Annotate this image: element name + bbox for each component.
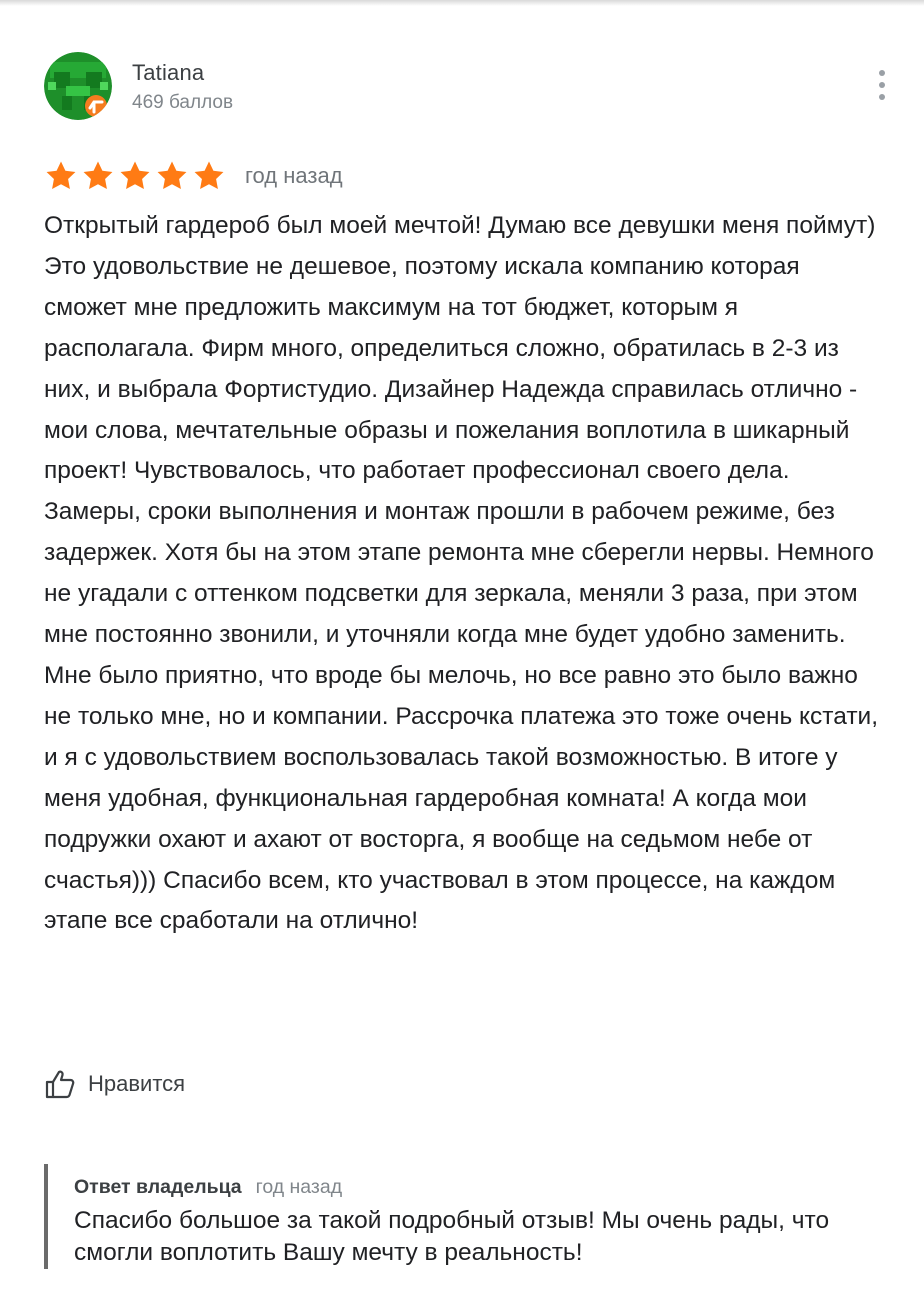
owner-reply-header — [74, 1176, 914, 1199]
star-icon — [81, 159, 115, 193]
author-points: 469 баллов — [132, 92, 234, 113]
star-icon — [155, 159, 189, 193]
more-options-button[interactable] — [870, 70, 894, 106]
star-rating — [44, 159, 229, 193]
author-name[interactable]: Tatiana — [132, 60, 205, 85]
like-label: Нравится — [88, 1071, 186, 1096]
avatar[interactable] — [44, 52, 112, 120]
avatar-icon — [44, 52, 112, 120]
owner-reply-title: Ответ владельца — [74, 1176, 242, 1198]
more-vert-icon — [870, 70, 894, 100]
like-button[interactable] — [44, 1062, 185, 1106]
top-divider-shadow — [0, 0, 924, 6]
owner-reply — [44, 1164, 914, 1269]
thumb-up-outline-icon — [44, 1068, 76, 1100]
star-icon — [44, 159, 78, 193]
review-header — [44, 52, 904, 122]
review-date: год назад — [245, 163, 343, 188]
star-icon — [118, 159, 152, 193]
review-text: Открытый гардероб был моей мечтой! Думаю все девушки меня поймут) Это удовольствие не дешевое, поэтому искала компанию которая сможет мне предложить максимум на тот бюджет, которым я располагала. Фирм много, определиться сложно, обратилась в 2-3 из них, и выбрала Фортистудио. Дизайнер Надежда справилась отлично - мои слова, мечтательные образы и пожелания воплотила в шикарный проект! Чувствовалось, что работает профессионал своего дела. Замеры, сроки выполнения и монтаж прошли в рабочем режиме, без задержек. Хотя бы на этом этапе ремонта мне сберегли нервы. Немного не угадали с оттенком подсветки для зеркала, меняли 3 раза, при этом мне постоянно звонили, и уточняли когда мне будет удобно заменить. Мне было приятно, что вроде бы мелочь, но все равно это было важно не только мне, но и компании. Рассрочка платежа это тоже очень кстати, и я с удовольствием воспользовалась такой возможностью. В итоге у меня удобная, функциональная гардеробная комната! А когда мои подружки охают и ахают от восторга, я вообще на седьмом небе от счастья))) Спасибо всем, кто участвовал в этом процессе, на каждом этапе все сработали на отлично! — [44, 212, 879, 935]
star-icon — [192, 159, 226, 193]
owner-reply-date: год назад — [255, 1176, 343, 1198]
rating-row — [44, 156, 343, 196]
owner-reply-text: Спасибо большое за такой подробный отзыв! Мы очень рады, что смогли воплотить Вашу мечту в реальность! — [74, 1207, 830, 1266]
